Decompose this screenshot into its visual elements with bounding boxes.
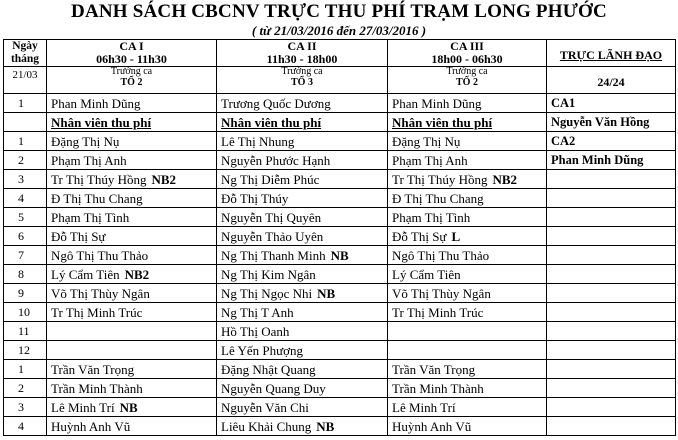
- shift-name: CA III: [450, 39, 484, 53]
- shift-1-staff-cell: [47, 284, 217, 303]
- staff-name: Phạm Thị Tình: [392, 209, 471, 225]
- staff-name: Tr Thị Minh Trúc: [392, 304, 484, 320]
- team-name: TỔ 2: [456, 77, 478, 88]
- staff-name: Đ Thị Thu Chang: [392, 190, 484, 206]
- leader-cell: [547, 189, 676, 208]
- team-name: TỔ 2: [120, 77, 143, 88]
- staff-name: Phan Minh Dũng: [392, 95, 482, 111]
- date-cell: 21/03: [4, 67, 47, 94]
- row-number: 1: [4, 132, 47, 151]
- shift-2-staff-cell: [217, 322, 388, 341]
- table-row: [4, 379, 676, 398]
- staff-name: Đỗ Thị Thúy: [221, 190, 289, 206]
- shift-name: CA I: [119, 39, 144, 53]
- staff-name: Lê Thị Nhung: [221, 133, 295, 149]
- shift-name: CA II: [287, 39, 317, 53]
- shift-3-staff-cell: [388, 94, 547, 113]
- shift-2-staff-cell: [217, 113, 388, 132]
- staff-name: Trần Minh Thành: [392, 380, 484, 396]
- table-row: [4, 132, 676, 151]
- leader-cell: CA2: [547, 132, 676, 151]
- table-row: [4, 189, 676, 208]
- shift-2-staff-cell: [217, 417, 388, 436]
- table-row: [4, 398, 676, 417]
- shift-3-staff-cell: [388, 246, 547, 265]
- shift-1-staff-cell: [47, 170, 217, 189]
- shift-1-staff-cell: [47, 94, 217, 113]
- staff-name: Tr Thị Thúy Hồng: [392, 171, 488, 187]
- header-row: [4, 40, 676, 67]
- table-row: [4, 94, 676, 113]
- table-row: [4, 341, 676, 360]
- staff-name: Ng Thị Ngọc Nhi: [221, 285, 313, 301]
- shift-3-staff-cell: [388, 132, 547, 151]
- staff-name: Ng Thị T Anh: [221, 304, 294, 320]
- shift-3-staff-cell: [388, 189, 547, 208]
- leader-cell: [547, 398, 676, 417]
- shift-2-staff-cell: [217, 151, 388, 170]
- shift-2-staff-cell: [217, 170, 388, 189]
- leader-cell: [547, 379, 676, 398]
- shift-3-staff-cell: [388, 303, 547, 322]
- staff-name: Phạm Thị Anh: [51, 152, 127, 168]
- staff-name: Huỳnh Anh Vũ: [51, 418, 131, 434]
- leader-cell: CA1: [547, 94, 676, 113]
- document-subtitle: ( từ 21/03/2016 đến 27/03/2016 ): [251, 23, 427, 38]
- staff-tag: L: [451, 228, 461, 244]
- staff-name: Trần Minh Thành: [51, 380, 143, 396]
- row-number: [4, 113, 47, 132]
- table-row: [4, 208, 676, 227]
- staff-name: Đỗ Thị Sự: [51, 228, 106, 244]
- staff-name: Ngô Thị Thu Thảo: [51, 247, 149, 263]
- table-row: [4, 360, 676, 379]
- shift-3-staff-cell: [388, 284, 547, 303]
- shift-3-staff-cell: [388, 113, 547, 132]
- row-number: 3: [4, 170, 47, 189]
- schedule-table: [3, 39, 676, 436]
- staff-name: Nguyễn Quang Duy: [221, 380, 326, 396]
- staff-name: Nguyễn Văn Chi: [221, 399, 309, 415]
- team-name: TỔ 3: [291, 77, 313, 88]
- row-number: 3: [4, 398, 47, 417]
- staff-tag: NB: [316, 418, 335, 434]
- shift-2-staff-cell: [217, 265, 388, 284]
- team-role: Trưởng ca: [110, 66, 153, 77]
- shift-2-staff-cell: [217, 208, 388, 227]
- leader-cell: [547, 360, 676, 379]
- row-number: 1: [4, 360, 47, 379]
- shift-3-staff-cell: [388, 341, 547, 360]
- shift-3-staff-cell: [388, 227, 547, 246]
- row-number: 1: [4, 94, 47, 113]
- leader-cell: [547, 227, 676, 246]
- staff-name: Lê Minh Trí: [51, 399, 115, 415]
- shift-1-staff-cell: [47, 189, 217, 208]
- month-label: tháng: [10, 53, 40, 65]
- shift-1-staff-cell: [47, 113, 217, 132]
- row-number: 5: [4, 208, 47, 227]
- shift-2-staff-cell: [217, 303, 388, 322]
- staff-name: Đặng Nhật Quang: [221, 361, 316, 377]
- table-row: [4, 113, 676, 132]
- row-number: 6: [4, 227, 47, 246]
- staff-tag: NB: [119, 399, 138, 415]
- table-row: [4, 227, 676, 246]
- leader-cell: [547, 284, 676, 303]
- shift-3-staff-cell: [388, 398, 547, 417]
- staff-name: Trần Văn Trọng: [392, 361, 476, 377]
- row-number: 12: [4, 341, 47, 360]
- row-number: 9: [4, 284, 47, 303]
- leader-title: TRỰC LÃNH ĐẠO: [559, 48, 663, 62]
- shift-1-staff-cell: [47, 265, 217, 284]
- row-number: 2: [4, 379, 47, 398]
- staff-name: Phạm Thị Tình: [51, 209, 130, 225]
- leader-cell: [547, 322, 676, 341]
- shift-3-staff-cell: [388, 322, 547, 341]
- staff-name: Đặng Thị Nụ: [51, 133, 120, 149]
- shift-2-staff-cell: [217, 379, 388, 398]
- staff-name: Nguyễn Phước Hạnh: [221, 152, 331, 168]
- leader-header: [547, 40, 676, 67]
- table-row: [4, 284, 676, 303]
- leader-cell: [547, 303, 676, 322]
- shift-1-staff-cell: [47, 132, 217, 151]
- staff-tag: NB: [317, 285, 336, 301]
- leader-cell: Nguyễn Văn Hồng: [547, 113, 676, 132]
- shift-2-staff-cell: [217, 246, 388, 265]
- staff-name: Võ Thị Thùy Ngân: [392, 285, 491, 301]
- team-cell-2: [217, 67, 388, 94]
- staff-name: Huỳnh Anh Vũ: [392, 418, 472, 434]
- shift-header-3: [388, 40, 547, 67]
- shift-1-staff-cell: [47, 208, 217, 227]
- schedule-body: [4, 94, 676, 436]
- staff-name: Trương Quốc Dương: [221, 95, 331, 111]
- shift-3-staff-cell: [388, 360, 547, 379]
- staff-name: Ng Thị Thanh Minh: [221, 247, 326, 263]
- document-title: DANH SÁCH CBCNV TRỰC THU PHÍ TRẠM LONG PHƯỚC: [71, 1, 607, 22]
- row-number: 4: [4, 189, 47, 208]
- shift-2-staff-cell: [217, 360, 388, 379]
- table-row: [4, 265, 676, 284]
- subheader-row: [4, 67, 676, 94]
- table-row: [4, 303, 676, 322]
- row-number: 7: [4, 246, 47, 265]
- staff-name: Phạm Thị Anh: [392, 152, 468, 168]
- staff-tag: NB2: [151, 171, 177, 187]
- staff-name: Phan Minh Dũng: [51, 95, 141, 111]
- shift-time: 11h30 - 18h00: [266, 52, 338, 66]
- shift-1-staff-cell: [47, 398, 217, 417]
- staff-name: Lý Cẩm Tiên: [392, 266, 461, 282]
- staff-name: Hồ Thị Oanh: [221, 323, 290, 339]
- shift-header-1: [47, 40, 217, 67]
- shift-1-staff-cell: [47, 246, 217, 265]
- shift-3-staff-cell: [388, 151, 547, 170]
- shift-time: 18h00 - 06h30: [431, 52, 503, 66]
- staff-name: Nguyễn Thảo Uyên: [221, 228, 324, 244]
- team-cell-1: [47, 67, 217, 94]
- staff-name: Nhân viên thu phí: [221, 114, 322, 130]
- staff-name: Đặng Thị Nụ: [392, 133, 461, 149]
- staff-name: Ng Thị Kim Ngân: [221, 266, 316, 282]
- shift-3-staff-cell: [388, 170, 547, 189]
- staff-name: Đ Thị Thu Chang: [51, 190, 143, 206]
- staff-name: Võ Thị Thùy Ngân: [51, 285, 150, 301]
- staff-name: Liêu Khải Chung: [221, 418, 312, 434]
- leader-cell: [547, 246, 676, 265]
- shift-3-staff-cell: [388, 379, 547, 398]
- team-role: Trưởng ca: [446, 66, 488, 77]
- staff-tag: NB2: [492, 171, 518, 187]
- staff-name: Ng Thị Diễm Phúc: [221, 171, 320, 187]
- staff-name: Lê Minh Trí: [392, 399, 456, 415]
- shift-1-staff-cell: [47, 341, 217, 360]
- staff-name: Lê Yến Phượng: [221, 342, 304, 358]
- shift-1-staff-cell: [47, 379, 217, 398]
- staff-name: Ngô Thị Thu Thảo: [392, 247, 490, 263]
- staff-name: Tr Thị Thúy Hồng: [51, 171, 147, 187]
- leader-cell: [547, 265, 676, 284]
- staff-name: Trần Văn Trọng: [51, 361, 135, 377]
- table-row: [4, 417, 676, 436]
- leader-cell: [547, 208, 676, 227]
- shift-2-staff-cell: [217, 284, 388, 303]
- row-number: 11: [4, 322, 47, 341]
- shift-2-staff-cell: [217, 398, 388, 417]
- staff-tag: NB: [330, 247, 349, 263]
- shift-1-staff-cell: [47, 360, 217, 379]
- team-cell-3: [388, 67, 547, 94]
- shift-1-staff-cell: [47, 227, 217, 246]
- shift-header-2: [217, 40, 388, 67]
- shift-time: 06h30 - 11h30: [96, 52, 167, 66]
- day-header: [4, 40, 47, 67]
- shift-1-staff-cell: [47, 303, 217, 322]
- staff-name: Đỗ Thị Sự: [392, 228, 447, 244]
- shift-2-staff-cell: [217, 94, 388, 113]
- staff-name: Lý Cẩm Tiên: [51, 266, 120, 282]
- shift-2-staff-cell: [217, 341, 388, 360]
- staff-name: Nguyễn Thị Quyên: [221, 209, 322, 225]
- team-role: Trưởng ca: [281, 66, 323, 77]
- table-row: [4, 246, 676, 265]
- staff-name: Tr Thị Minh Trúc: [51, 304, 143, 320]
- shift-1-staff-cell: [47, 322, 217, 341]
- row-number: 2: [4, 151, 47, 170]
- leader-cell: [547, 417, 676, 436]
- leader-cell: [547, 170, 676, 189]
- shift-3-staff-cell: [388, 208, 547, 227]
- table-row: [4, 322, 676, 341]
- leader-date: 24/24: [547, 67, 676, 94]
- table-row: [4, 170, 676, 189]
- day-label: Ngày: [12, 40, 38, 52]
- leader-cell: Phan Minh Dũng: [547, 151, 676, 170]
- table-row: [4, 151, 676, 170]
- shift-2-staff-cell: [217, 189, 388, 208]
- row-number: 8: [4, 265, 47, 284]
- shift-3-staff-cell: [388, 417, 547, 436]
- staff-tag: NB2: [124, 266, 150, 282]
- staff-name: Nhân viên thu phí: [51, 114, 152, 130]
- staff-name: Nhân viên thu phí: [392, 114, 493, 130]
- row-number: 10: [4, 303, 47, 322]
- leader-cell: [547, 341, 676, 360]
- shift-3-staff-cell: [388, 265, 547, 284]
- shift-2-staff-cell: [217, 132, 388, 151]
- shift-1-staff-cell: [47, 151, 217, 170]
- row-number: 4: [4, 417, 47, 436]
- shift-1-staff-cell: [47, 417, 217, 436]
- shift-2-staff-cell: [217, 227, 388, 246]
